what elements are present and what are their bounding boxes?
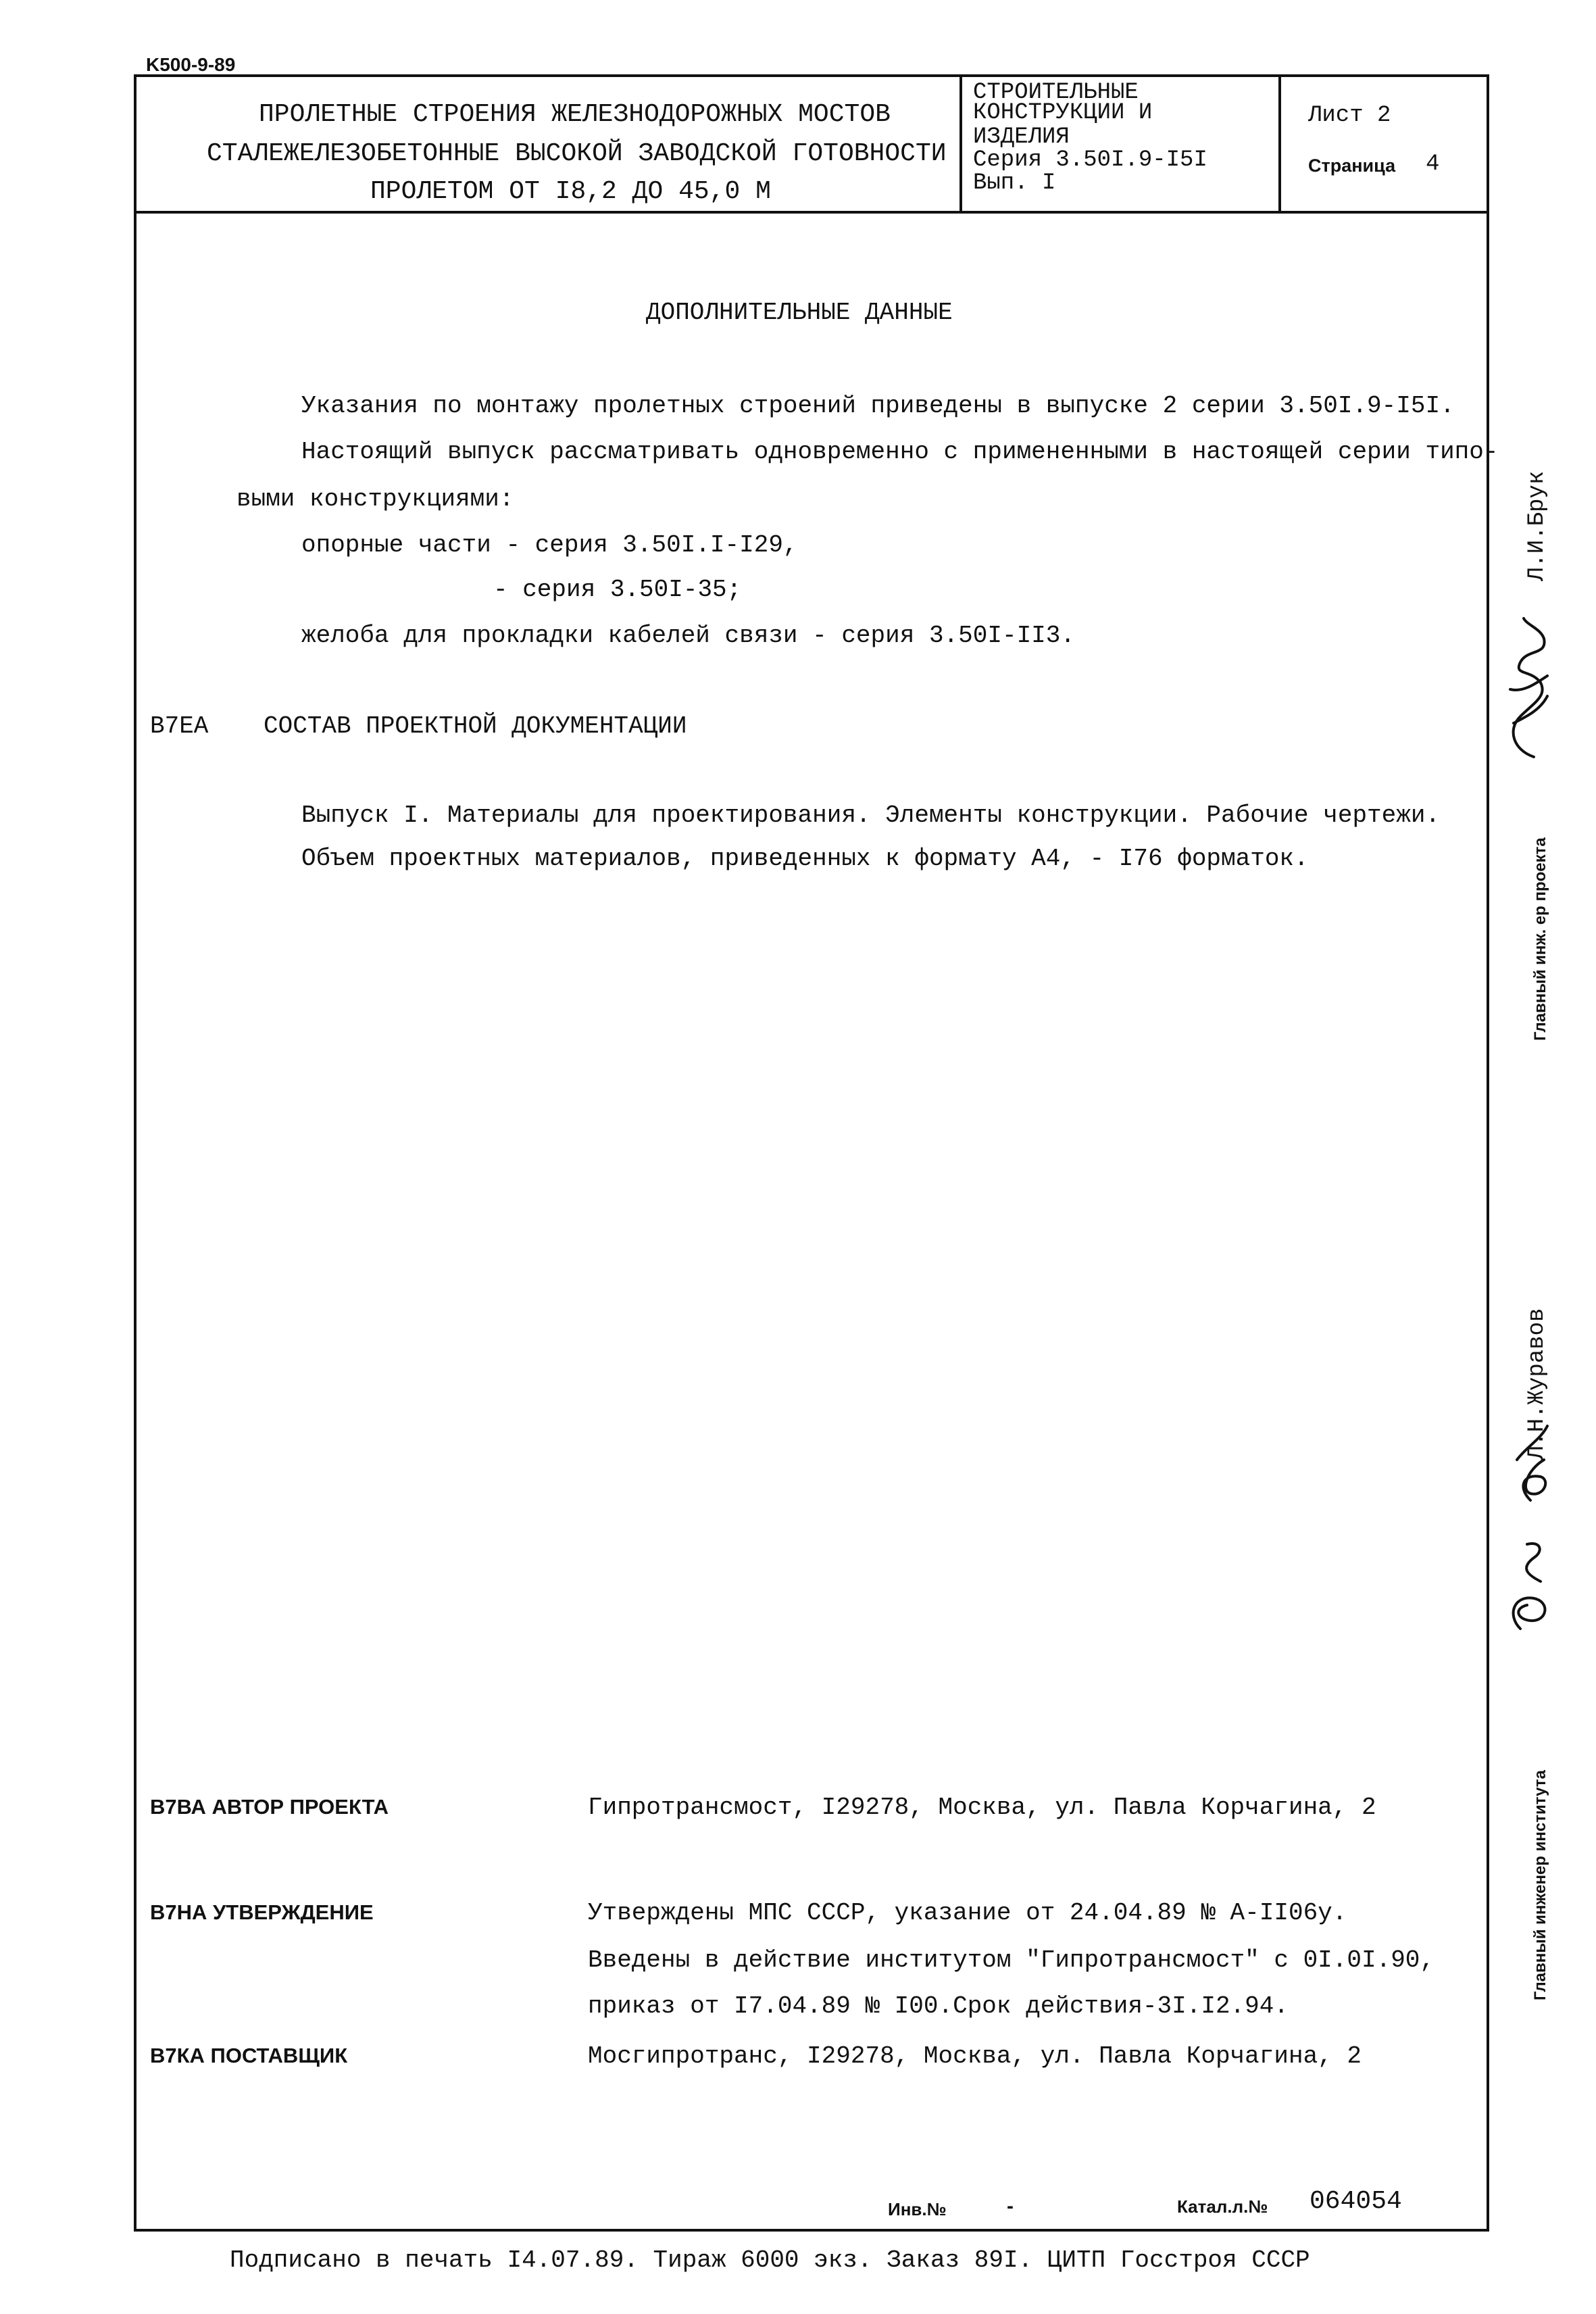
title-line-1: ПРОЛЕТНЫЕ СТРОЕНИЯ ЖЕЛЕЗНОДОРОЖНЫХ МОСТОВ xyxy=(259,100,891,129)
section-heading: СОСТАВ ПРОЕКТНОЙ ДОКУМЕНТАЦИИ xyxy=(264,712,687,740)
header-col-divider-2 xyxy=(1278,74,1281,212)
sheet-label: Лист 2 xyxy=(1308,103,1391,128)
approval-line: приказ от I7.04.89 № I00.Срок действия-3I.I2.94. xyxy=(588,1992,1289,2020)
category-line-5: Вып. I xyxy=(973,170,1056,196)
chief-institute-engineer-name: Л.Н.Журавов xyxy=(1524,1308,1550,1460)
paragraph-line: Настоящий выпуск рассматривать одновременно с примененными в настоящей серии типо- xyxy=(301,438,1499,466)
paragraph-line: Выпуск I. Материалы для проектирования. Элементы конструкции. Рабочие чертежи. xyxy=(301,802,1441,829)
paragraph-line: выми конструкциями: xyxy=(236,485,514,513)
chief-institute-engineer-label: Главный инженер института xyxy=(1531,1770,1549,2000)
category-line-3: ИЗДЕЛИЯ xyxy=(973,124,1070,150)
inventory-value: - xyxy=(1007,2195,1014,2217)
category-line-1: СТРОИТЕЛЬНЫЕ xyxy=(973,80,1139,105)
supplier-value: Мосгипротранс, I29278, Москва, ул. Павла Корчагина, 2 xyxy=(588,2042,1362,2070)
title-line-3: ПРОЛЕТОМ ОТ I8,2 ДО 45,0 М xyxy=(370,177,771,206)
paragraph-line: желоба для прокладки кабелей связи - серия 3.50I-II3. xyxy=(301,622,1075,649)
paragraph-line: - серия 3.50I-35; xyxy=(493,576,742,604)
approval-line: Утверждены МПС СССР, указание от 24.04.89 № А-II06у. xyxy=(588,1899,1347,1927)
page-label: Страница xyxy=(1308,155,1396,176)
paragraph-line: Объем проектных материалов, приведенных к формату А4, - I76 форматок. xyxy=(301,845,1309,872)
catalog-label: Катал.л.№ xyxy=(1177,2196,1268,2217)
section-heading: ДОПОЛНИТЕЛЬНЫЕ ДАННЫЕ xyxy=(646,299,953,326)
section-code: В7ЕА xyxy=(150,712,209,740)
paragraph-line: Указания по монтажу пролетных строений приведены в выпуске 2 серии 3.50I.9-I5I. xyxy=(301,392,1455,420)
category-line-2: КОНСТРУКЦИИ И xyxy=(973,100,1153,126)
chief-project-engineer-label: Главный инж. ер проекта xyxy=(1531,837,1549,1041)
page-number: 4 xyxy=(1426,151,1440,177)
supplier-label: В7КА ПОСТАВЩИК xyxy=(150,2044,348,2067)
paragraph-line: опорные части - серия 3.50I.I-I29, xyxy=(301,531,798,559)
category-line-4: Серия 3.50I.9-I5I xyxy=(973,147,1207,173)
approval-label: В7НА УТВЕРЖДЕНИЕ xyxy=(150,1900,374,1924)
header-col-divider-1 xyxy=(959,74,962,212)
author-label: В7ВА АВТОР ПРОЕКТА xyxy=(150,1795,389,1819)
signature-icon xyxy=(1493,615,1561,764)
chief-project-engineer-name: Л.И.Брук xyxy=(1524,470,1550,581)
imprint: Подписано в печать I4.07.89. Тираж 6000 экз. Заказ 89I. ЦИТП Госстроя СССР xyxy=(230,2246,1310,2274)
title-line-2: СТАЛЕЖЕЛЕЗОБЕТОННЫЕ ВЫСОКОЙ ЗАВОДСКОЙ ГОТОВНОСТИ xyxy=(207,139,947,168)
catalog-number: 064054 xyxy=(1310,2187,1402,2216)
signature-icon xyxy=(1493,1406,1561,1635)
header-divider xyxy=(134,211,1489,214)
author-value: Гипротрансмост, I29278, Москва, ул. Павла Корчагина, 2 xyxy=(588,1794,1376,1821)
approval-line: Введены в действие институтом "Гипротрансмост" с 0I.0I.90, xyxy=(588,1946,1435,1974)
document-code: K500-9-89 xyxy=(146,54,236,75)
inventory-label: Инв.№ xyxy=(888,2199,947,2219)
